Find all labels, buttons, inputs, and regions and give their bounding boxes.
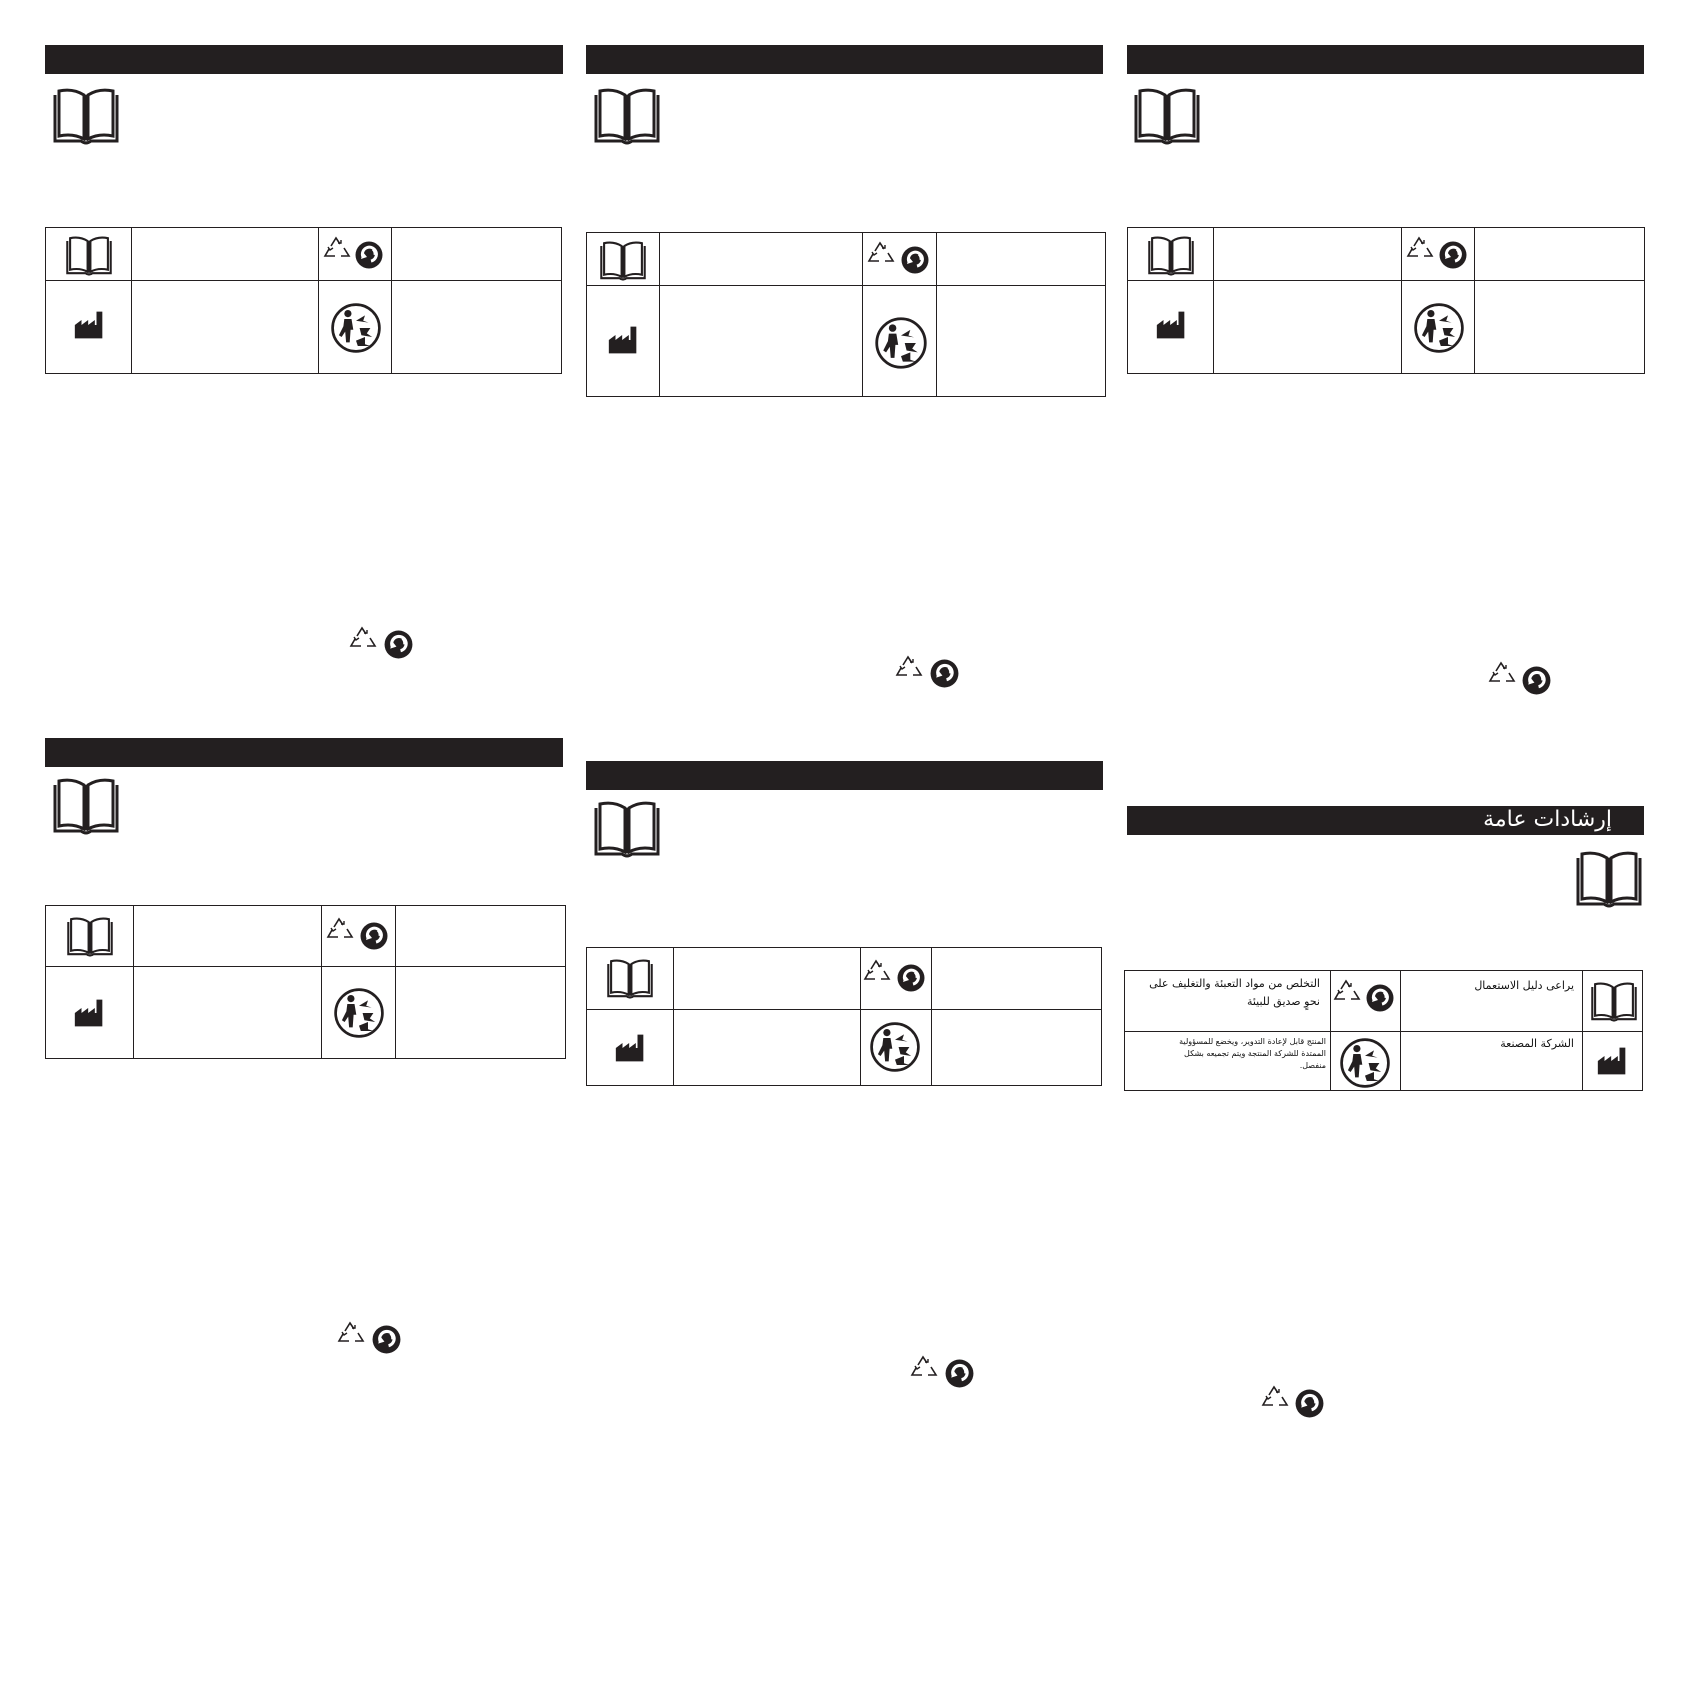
panel-3-symbols-table — [1127, 227, 1645, 374]
factory-icon — [72, 310, 106, 340]
triman-icon — [329, 301, 383, 355]
recycle-icon — [1405, 234, 1435, 264]
panel-5-header-bar — [586, 761, 1103, 790]
factory-icon — [1154, 310, 1188, 340]
factory-icon — [1595, 1046, 1629, 1076]
arabic-header-bar — [1127, 806, 1644, 835]
green-dot-icon — [383, 629, 414, 660]
green-dot-icon — [371, 1324, 402, 1355]
recycle-icon — [1487, 659, 1517, 689]
packaging-disposal-label-1: التخلص من مواد التعبئة والتغليف على — [1149, 977, 1320, 990]
green-dot-icon — [900, 245, 930, 275]
triman-icon — [1412, 301, 1466, 355]
factory-icon — [613, 1033, 647, 1063]
green-dot-icon — [1438, 240, 1468, 270]
manual-icon — [1589, 980, 1639, 1022]
panel-4-header-bar — [45, 738, 563, 767]
manual-icon — [1132, 85, 1202, 145]
recycle-icon — [348, 624, 378, 654]
panel-1-header-bar — [45, 45, 563, 74]
triman-label-3: منفصل. — [1299, 1061, 1326, 1070]
green-dot-icon — [944, 1358, 975, 1389]
recycle-icon — [325, 915, 355, 945]
factory-icon — [606, 325, 640, 355]
factory-icon — [72, 998, 106, 1028]
manual-icon — [605, 957, 655, 999]
manual-icon — [1146, 234, 1196, 276]
green-dot-icon — [1294, 1388, 1325, 1419]
green-dot-icon — [1365, 983, 1395, 1013]
recycle-icon — [909, 1353, 939, 1383]
triman-icon — [873, 315, 929, 371]
manual-icon — [51, 85, 121, 145]
manual-icon — [65, 915, 115, 957]
panel-3-header-bar — [1127, 45, 1644, 74]
recycle-icon — [336, 1319, 366, 1349]
triman-icon — [332, 986, 386, 1040]
triman-icon — [868, 1020, 922, 1074]
recycle-icon — [862, 957, 892, 987]
panel-2-header-bar — [586, 45, 1103, 74]
green-dot-icon — [354, 240, 384, 270]
manual-icon — [598, 239, 648, 281]
panel-1-symbols-table — [45, 227, 562, 374]
manufacturer-label: الشركة المصنعة — [1500, 1037, 1574, 1050]
recycle-icon — [894, 653, 924, 683]
recycle-icon — [1332, 977, 1362, 1007]
triman-label-2: الممتدة للشركة المنتجة ويتم تجميعه بشكل — [1184, 1049, 1326, 1058]
manual-label: يراعى دليل الاستعمال — [1474, 979, 1574, 992]
panel-4-symbols-table — [45, 905, 566, 1059]
packaging-disposal-label-2: نحوٍ صديق للبيئة — [1246, 995, 1320, 1008]
recycle-icon — [322, 234, 352, 264]
green-dot-icon — [896, 963, 926, 993]
green-dot-icon — [929, 658, 960, 689]
manual-icon — [64, 234, 114, 276]
green-dot-icon — [1521, 665, 1552, 696]
arabic-header-title: إرشادات عامة — [1483, 807, 1612, 832]
manual-icon — [592, 798, 662, 858]
green-dot-icon — [359, 921, 389, 951]
triman-icon — [1338, 1036, 1392, 1090]
panel-5-symbols-table — [586, 947, 1102, 1086]
manual-icon — [592, 85, 662, 145]
manual-icon — [51, 775, 121, 835]
recycle-icon — [1260, 1383, 1290, 1413]
recycle-icon — [866, 239, 896, 269]
triman-label-1: المنتج قابل لإعادة التدوير، ويخضع للمسؤولية — [1179, 1037, 1326, 1046]
panel-2-symbols-table — [586, 232, 1106, 397]
arabic-symbols-table — [1124, 970, 1643, 1091]
manual-icon — [1574, 848, 1644, 908]
